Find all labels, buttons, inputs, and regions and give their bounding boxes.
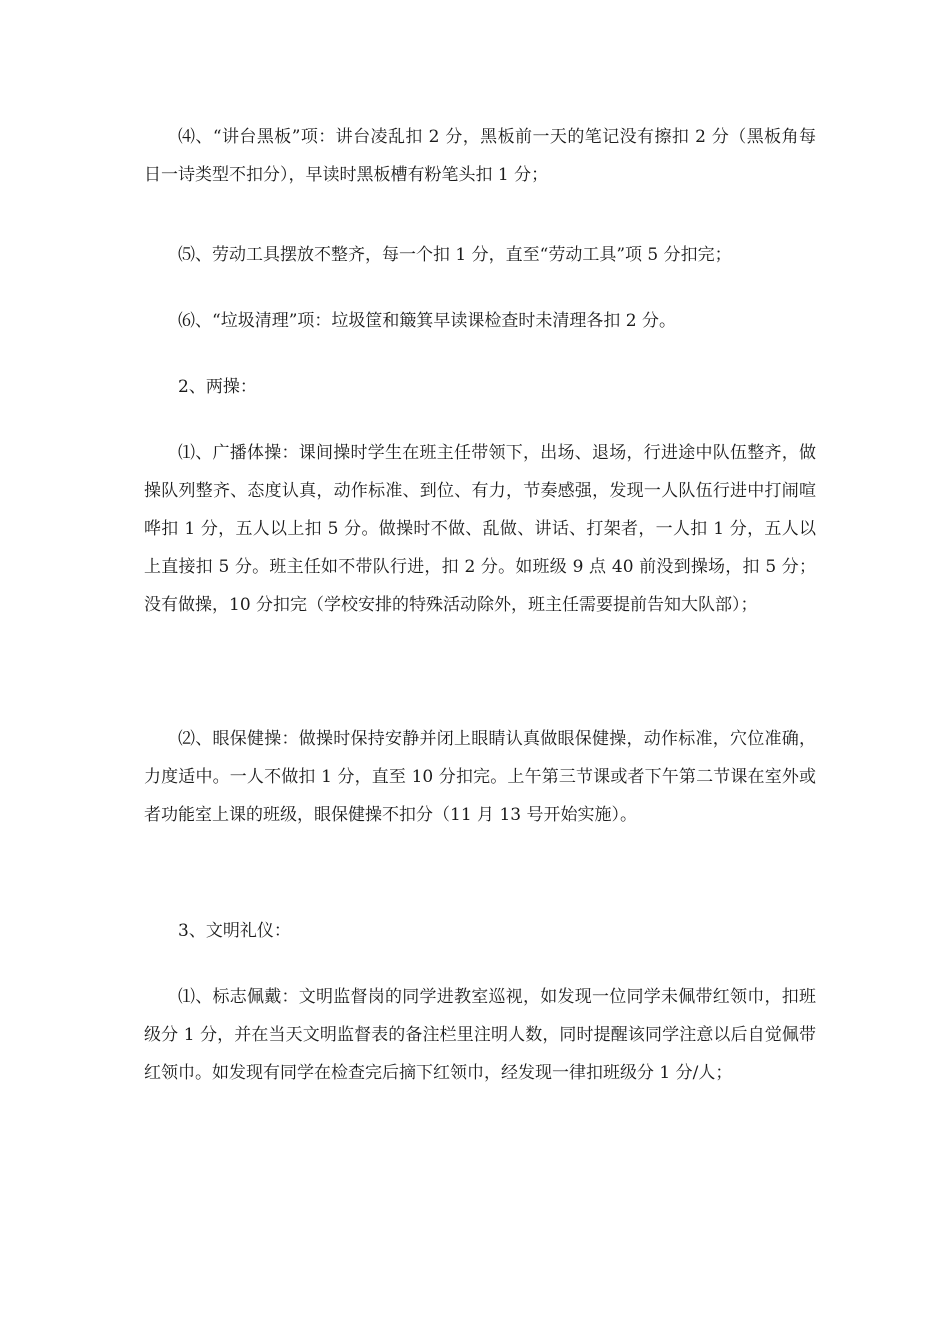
paragraph-labor-tools: ⑸、劳动工具摆放不整齐，每一个扣 1 分，直至“劳动工具”项 5 分扣完； — [178, 245, 732, 265]
section-heading-civility: 3、文明礼仪： — [178, 921, 291, 941]
paragraph-garbage-cleanup: ⑹、“垃圾清理”项：垃圾筐和簸箕早读课检查时未清理各扣 2 分。 — [178, 311, 677, 331]
paragraph-lectern-blackboard: ⑷、“讲台黑板”项：讲台凌乱扣 2 分，黑板前一天的笔记没有擦扣 2 分（黑板角每日一诗类型不扣分），早读时黑板槽有粉笔头扣 1 分； — [144, 127, 816, 185]
paragraph-broadcast-gymnastics: ⑴、广播体操：课间操时学生在班主任带领下，出场、退场，行进途中队伍整齐，做操队列整齐、态度认真，动作标准、到位、有力，节奏感强，发现一人队伍行进中打闹喧哗扣 1 分，五人以上扣 5 分。做操时不做、乱做、讲话、打架者，一人扣 1 分，五人以上直接扣 5 分。班主任如不带队行进，扣 2 分。如班级 9 点 40 前没到操场，扣 5 分；没有做操，10 分扣完（学校安排的特殊活动除外，班主任需要提前告知大队部）； — [144, 443, 816, 615]
paragraph-eye-exercises: ⑵、眼保健操：做操时保持安静并闭上眼睛认真做眼保健操，动作标准，穴位准确，力度适中。一人不做扣 1 分，直至 10 分扣完。上午第三节课或者下午第二节课在室外或者功能室上课的班级，眼保健操不扣分（11 月 13 号开始实施）。 — [144, 729, 816, 825]
paragraph-badge-wearing: ⑴、标志佩戴：文明监督岗的同学进教室巡视，如发现一位同学未佩带红领巾，扣班级分 1 分，并在当天文明监督表的备注栏里注明人数，同时提醒该同学注意以后自觉佩带红领巾。如发现有同学在检查完后摘下红领巾，经发现一律扣班级分 1 分/人； — [144, 987, 816, 1083]
section-heading-two-exercises: 2、两操： — [178, 377, 257, 397]
